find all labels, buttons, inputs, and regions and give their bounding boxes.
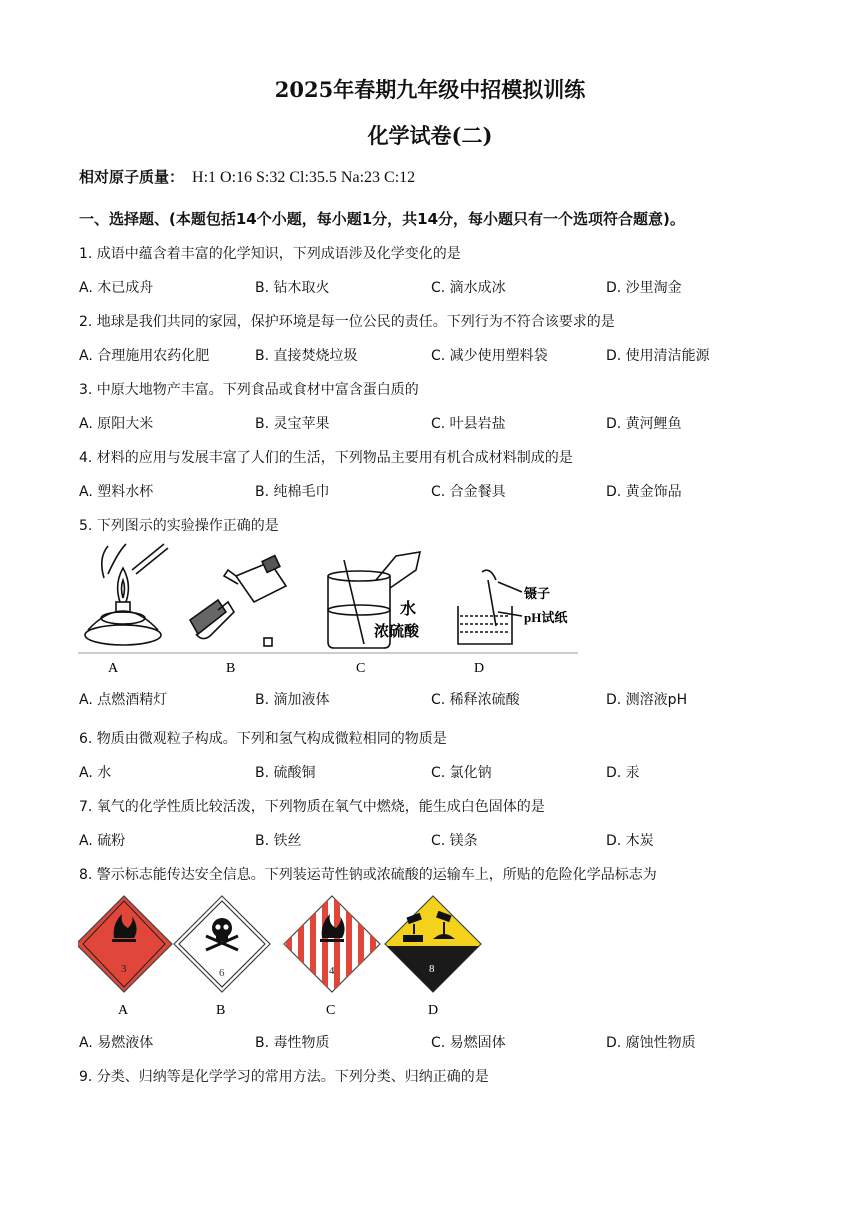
question-stem: 4. 材料的应用与发展丰富了人们的生活，下列物品主要用有机合成材料制成的是 <box>79 450 573 466</box>
option-b: B. 直接焚烧垃圾 <box>255 348 358 364</box>
option-c: C. 滴水成冰 <box>431 280 506 296</box>
option-d: D. 沙里淘金 <box>606 280 682 296</box>
option-c: C. 氯化钠 <box>431 765 492 781</box>
option-d: D. 木炭 <box>606 833 654 849</box>
option-a: A. 原阳大米 <box>79 416 154 432</box>
fig8-label-d: D <box>428 1003 439 1018</box>
option-a: A. 塑料水杯 <box>79 484 154 500</box>
question-stem: 1. 成语中蕴含着丰富的化学知识，下列成语涉及化学变化的是 <box>79 246 461 262</box>
option-c: C. 稀释浓硫酸 <box>431 692 520 708</box>
section-heading: 一、选择题、(本题包括14个小题，每小题1分，共14分，每小题只有一个选项符合题意)。 <box>79 210 685 228</box>
sign-number: 4 <box>329 965 335 977</box>
option-d: D. 汞 <box>606 765 640 781</box>
atomic-mass-line <box>79 166 415 187</box>
sign-number: 3 <box>121 963 127 975</box>
option-d: D. 使用清洁能源 <box>606 348 710 364</box>
option-b: B. 灵宝苹果 <box>255 416 330 432</box>
question-stem: 2. 地球是我们共同的家园，保护环境是每一位公民的责任。下列行为不符合该要求的是 <box>79 314 615 330</box>
question-options <box>79 830 799 850</box>
question-options <box>79 277 799 297</box>
question-options <box>79 1032 799 1052</box>
option-a: A. 水 <box>79 765 112 781</box>
question-options <box>79 481 799 501</box>
question-stem: 5. 下列图示的实验操作正确的是 <box>79 518 279 534</box>
option-a: A. 合理施用农药化肥 <box>79 348 210 364</box>
fig5-label-b: B <box>226 661 236 676</box>
question-stem: 7. 氧气的化学性质比较活泼，下列物质在氧气中燃烧，能生成白色固体的是 <box>79 799 545 815</box>
option-b: B. 铁丝 <box>255 833 302 849</box>
atomic-mass-values: H:1 O:16 S:32 Cl:35.5 Na:23 C:12 <box>192 169 416 186</box>
fig5-label-c: C <box>356 661 366 676</box>
ph-paper-label: pH试纸 <box>524 610 568 625</box>
option-a: A. 硫粉 <box>79 833 126 849</box>
option-c: C. 镁条 <box>431 833 478 849</box>
option-c: C. 叶县岩盐 <box>431 416 506 432</box>
option-a: A. 木已成舟 <box>79 280 154 296</box>
option-b: B. 毒性物质 <box>255 1035 330 1051</box>
question-stem: 6. 物质由微观粒子构成。下列和氢气构成微粒相同的物质是 <box>79 731 447 747</box>
flammable-solid-sign <box>284 894 380 994</box>
option-d: D. 黄金饰品 <box>606 484 682 500</box>
tweezers-label: 镊子 <box>524 586 551 601</box>
option-d: D. 腐蚀性物质 <box>606 1035 696 1051</box>
dropper-drawing <box>190 556 286 646</box>
question-stem: 8. 警示标志能传达安全信息。下列装运苛性钠或浓硫酸的运输车上，所贴的危险化学品标志为 <box>79 867 657 883</box>
option-b: B. 滴加液体 <box>255 692 330 708</box>
exam-subtitle: 化学试卷(二) <box>367 123 493 148</box>
atomic-mass-label: 相对原子质量： <box>79 168 185 186</box>
question-stem: 9. 分类、归纳等是化学学习的常用方法。下列分类、归纳正确的是 <box>79 1069 489 1085</box>
question-options <box>79 762 799 782</box>
exam-title: 2025年春期九年级中招模拟训练 <box>274 77 586 102</box>
question-options <box>79 413 799 433</box>
question-options <box>79 345 799 365</box>
option-d: D. 测溶液pH <box>606 692 688 708</box>
lab-operations-figure <box>78 540 580 680</box>
fig8-label-c: C <box>326 1003 336 1018</box>
fig5-label-d: D <box>474 661 485 676</box>
sign-number: 6 <box>219 967 225 979</box>
question-options <box>79 689 799 709</box>
hazard-signs-figure <box>78 894 482 1024</box>
option-c: C. 易燃固体 <box>431 1035 506 1051</box>
option-a: A. 易燃液体 <box>79 1035 154 1051</box>
option-a: A. 点燃酒精灯 <box>79 692 168 708</box>
option-c: C. 减少使用塑料袋 <box>431 348 548 364</box>
option-b: B. 钻木取火 <box>255 280 330 296</box>
toxic-substance-sign <box>174 896 270 992</box>
option-b: B. 硫酸铜 <box>255 765 316 781</box>
sign-number: 8 <box>429 963 435 975</box>
water-label: 水 <box>400 601 417 618</box>
fig8-label-b: B <box>216 1003 226 1018</box>
corrosive-sign <box>385 896 481 992</box>
flammable-liquid-sign <box>78 896 172 992</box>
ph-test-drawing <box>458 570 522 644</box>
acid-label: 浓硫酸 <box>374 624 420 640</box>
option-b: B. 纯棉毛巾 <box>255 484 330 500</box>
option-d: D. 黄河鲤鱼 <box>606 416 682 432</box>
option-c: C. 合金餐具 <box>431 484 506 500</box>
question-stem: 3. 中原大地物产丰富。下列食品或食材中富含蛋白质的 <box>79 382 419 398</box>
alcohol-lamp-drawing <box>85 544 168 645</box>
fig5-label-a: A <box>108 661 119 676</box>
fig8-label-a: A <box>118 1003 129 1018</box>
